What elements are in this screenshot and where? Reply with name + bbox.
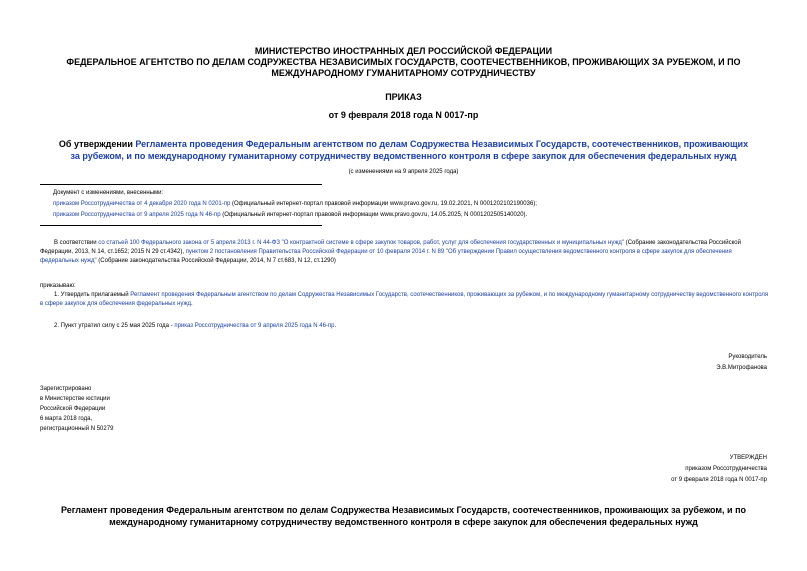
issuer-header: [40, 46, 767, 79]
preamble-paragraph: В соответствии со статьей 100 Федерального закона от 5 апреля 2013 г. N 44-ФЗ "О контрактной системе в сфере закупок товаров, работ, услуг для обеспечения государственных и муниципальных нужд" (Собрание законодательства Российской Федерации, 2013, N 14, ст.1652; 2015 N 29 ст.4342), пунктом 2 постановления Правительства Российской Федерации от 10 февраля 2014 г. N 89 "Об утверждении Правил осуществления ведомственного контроля в сфере закупок для обеспечения федеральных нужд" (Собрание законодательства Российской Федерации, 2014, N 7 ст.683, N 12, ст.1290): [40, 240, 741, 264]
subject-prefix: Об утверждении: [58, 139, 136, 149]
order-46pr-link[interactable]: приказ Россотрудничества от 9 апреля 2025 года N 46-пр: [174, 323, 335, 329]
amendment-item: приказом Россотрудничества от 4 декабря 2020 года N 0201-пр (Официальный интернет-портал правовой информации www.pravo.gov.ru, 19.02.2021, N 0001202102190036);: [53, 201, 537, 207]
agency-name-line1: ФЕДЕРАЛЬНОЕ АГЕНТСТВО ПО ДЕЛАМ СОДРУЖЕСТВА НЕЗАВИСИМЫХ ГОСУДАРСТВ, СООТЕЧЕСТВЕННИКОВ, ПРОЖИВАЮЩИХ ЗА РУБЕЖОМ, И ПО: [66, 57, 741, 67]
approval-stamp: УТВЕРЖДЕН приказом Россотрудничества от 9 февраля 2018 года N 0017-пр: [671, 455, 767, 483]
law-44fz-link[interactable]: со статьей 100 Федерального закона от 5 апреля 2013 г. N 44-ФЗ "О контрактной системе в сфере закупок товаров, работ, услуг для обеспечения государственных и муниципальных нужд": [98, 240, 625, 246]
order-title: ПРИКАЗ: [385, 92, 422, 102]
amendment-link-2020[interactable]: приказом Россотрудничества от 4 декабря 2020 года N 0201-пр: [53, 201, 231, 207]
amendment-link-2025[interactable]: приказом Россотрудничества от 9 апреля 2025 года N 46-пр: [53, 212, 221, 218]
signatory-name: Э.В.Митрофанова: [716, 365, 767, 371]
amendments-intro: Документ с изменениями, внесенными:: [53, 190, 164, 196]
order-date: от 9 февраля 2018 года N 0017-пр: [328, 110, 479, 120]
reglament-link[interactable]: Регламента проведения Федеральным агентством по делам Содружества Независимых Государств, соотечественников, проживающих за рубежом, и по международному гуманитарному сотрудничеству ведомственного контроля в сфере закупок для обеспечения федеральных нужд: [70, 139, 749, 161]
agency-name-line2: МЕЖДУНАРОДНОМУ ГУМАНИТАРНОМУ СОТРУДНИЧЕСТВУ: [271, 68, 536, 78]
order-subject: [55, 138, 752, 162]
amendments-list: [53, 188, 773, 221]
divider-bottom: [40, 225, 322, 226]
approved-label: УТВЕРЖДЕН: [729, 455, 767, 461]
signatory-role: Руководитель: [728, 354, 767, 360]
reglament-link-point1[interactable]: Регламент проведения Федеральным агентством по делам Содружества Независимых Государств, соотечественников, проживающих за рубежом, и по международному гуманитарному сотрудничеству ведомственного контроля в сфере закупок для обеспечения федеральных нужд: [40, 292, 769, 307]
amendment-item: приказом Россотрудничества от 9 апреля 2025 года N 46-пр (Официальный интернет-портал правовой информации www.pravo.gov.ru, 14.05.2025, N 0001202505140020).: [53, 212, 528, 218]
registration-number: регистрационный N 50279: [40, 426, 114, 432]
signature-block: [716, 352, 767, 374]
point-1: 1. Утвердить прилагаемый Регламент проведения Федеральным агентством по делам Содружества Независимых Государств, соотечественников, проживающих за рубежом, и по международному гуманитарному сотрудничеству ведомственного контроля в сфере закупок для обеспечения федеральных нужд.: [40, 292, 769, 307]
divider-top: [40, 184, 322, 185]
changes-note: (с изменениями на 9 апреля 2025 года): [348, 169, 459, 175]
ministry-name: МИНИСТЕРСТВО ИНОСТРАННЫХ ДЕЛ РОССИЙСКОЙ ФЕДЕРАЦИИ: [254, 46, 553, 56]
reglament-title: Регламент проведения Федеральным агентством по делам Содружества Независимых Государств, соотечественников, проживающих за рубежом, и по международному гуманитарному сотрудничеству ведомственного контроля в сфере закупок для обеспечения федеральных нужд: [60, 505, 747, 527]
point-2: 2. Пункт утратил силу с 25 мая 2025 года - приказ Россотрудничества от 9 апреля 2025 года N 46-пр.: [54, 323, 337, 329]
prikazyvayu: приказываю:: [40, 283, 76, 289]
government-decree-89-link[interactable]: пунктом 2 постановления Правительства Российской Федерации от 10 февраля 2014 г. N 89 "Об утверждении Правил осуществления ведомственного контроля в сфере закупок для обеспечения федеральных нужд": [40, 249, 732, 264]
registration-block: Зарегистрировано в Министерстве юстиции Российской Федерации 6 марта 2018 года, регистрационный N 50279: [40, 386, 114, 432]
